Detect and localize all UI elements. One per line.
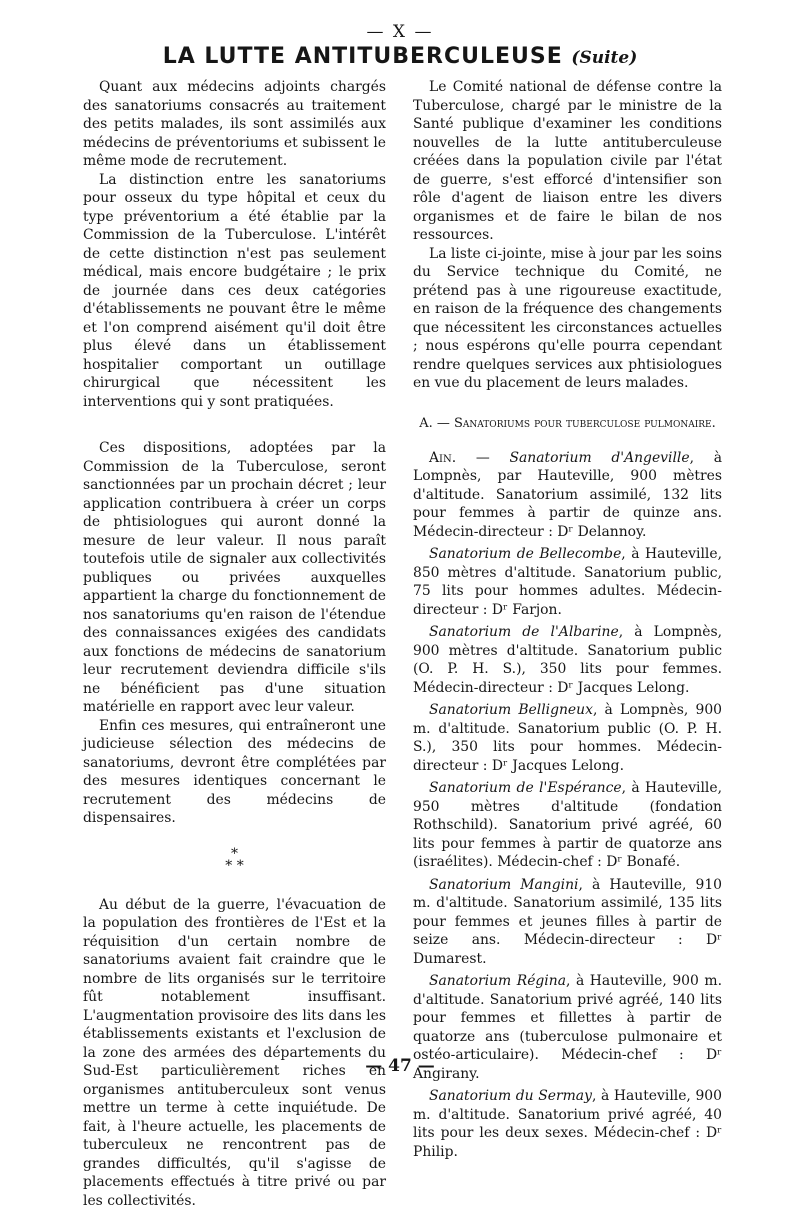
sanatorium-details: , à Hauteville, 900 m. d'altitude. Sanatorium privé agréé, 140 lits pour femmes et fillettes à partir de quatorze ans (tuberculose pulmonaire et ostéo-articulaire). Médecin-chef : Dʳ Angirany. [413, 973, 722, 1082]
sanatorium-details: , à Hauteville, 900 m. d'altitude. Sanatorium privé agréé, 40 lits pour les deux sexes. Médecin-chef : Dʳ Philip. [413, 1088, 722, 1160]
sanatorium-name: Sanatorium de l'Albarine [429, 624, 619, 640]
sanatorium-name: Sanatorium de l'Espérance [429, 780, 622, 796]
page-number: — 47 — [0, 1056, 800, 1076]
paragraph: Le Comité national de défense contre la Tuberculose, chargé par le ministre de la Santé publique d'examiner les conditions nouvelles de la lutte antituberculeuse créées dans la population civile par l'état de guerre, s'est efforcé d'intensifier son rôle d'agent de liaison entre les divers organismes et de faire le bilan de nos ressources. [413, 78, 722, 245]
sanatorium-entry [413, 779, 722, 872]
paragraph: Ces dispositions, adoptées par la Commission de la Tuberculose, seront sanctionnées par un prochain décret ; leur application contribuera à créer un corps de phtisiologues qui auront donné la mesure de leur valeur. Il nous paraît toutefois utile de signaler aux collectivités publiques ou privées auxquelles appartient la charge du fonctionnement de nos sanatoriums qu'en raison de l'étendue des connaissances exigées des candidats aux fonctions de médecins de sanatorium leur recrutement deviendra difficile s'ils ne bénéficient pas d'une situation matérielle en rapport avec leur valeur. [83, 439, 386, 717]
sanatorium-details: , à Lompnès, 900 mètres d'altitude. Sanatorium public (O. P. H. S.), 350 lits pour femmes. Médecin-directeur : Dʳ Jacques Lelong. [413, 624, 722, 696]
sanatorium-entry: Ain. — Sanatorium d'Angeville, à Lompnès, par Hauteville, 900 mètres d'altitude. Sanatorium assimilé, 132 lits pour femmes à partir de quinze ans. Médecin-directeur : Dʳ Delannoy. [413, 449, 722, 542]
sanatorium-details: , à Hauteville, 910 m. d'altitude. Sanatorium assimilé, 135 lits pour femmes et jeunes filles à partir de seize ans. Médecin-directeur : Dʳ Dumarest. [413, 877, 722, 967]
section-heading: A. — Sanatoriums pour tuberculose pulmonaire. [413, 415, 722, 433]
right-column [413, 78, 722, 1161]
sanatorium-entry [413, 876, 722, 969]
sanatorium-entry [413, 545, 722, 619]
sanatorium-entry [413, 1087, 722, 1161]
asterism-bottom: * * [83, 860, 386, 872]
sanatorium-entry [413, 623, 722, 697]
department-name: Ain. [429, 450, 456, 466]
left-column [83, 78, 386, 1210]
roman-page-number: — X — [0, 22, 800, 42]
page-title-suffix: (Suite) [571, 48, 637, 68]
paragraph: Au début de la guerre, l'évacuation de la population des frontières de l'Est et la réquisition d'un certain nombre de sanatoriums avaient fait craindre que le nombre de lits organisés sur le territoire fût notablement insuffisant. L'augmentation provisoire des lits dans les établissements existants et l'exclusion de la zone des armées des départements du Sud-Est particulièrement riches en organismes antituberculeux sont venus mettre un terme à cette inquiétude. De fait, à l'heure actuelle, les placements de tuberculeux ne rencontrent pas de grandes difficultés, qu'il s'agisse de placements effectués à titre privé ou par les collectivités. [83, 896, 386, 1210]
paragraph: La distinction entre les sanatoriums pour osseux du type hôpital et ceux du type préventorium a été établie par la Commission de la Tuberculose. L'intérêt de cette distinction n'est pas seulement médical, mais encore budgétaire ; le prix de journée dans ces deux catégories d'établissements ne pouvant être le même et l'on comprend aisément qu'il doit être plus élevé dans un établissement hospitalier comportant un outillage chirurgical que nécessitent les interventions qui y sont pratiquées. [83, 171, 386, 412]
paragraph: Enfin ces mesures, qui entraîneront une judicieuse sélection des médecins de sanatoriums, devront être complétées par des mesures identiques concernant le recrutement des médecins de dispensaires. [83, 717, 386, 828]
page-title [0, 44, 800, 69]
sanatorium-name: Sanatorium d'Angeville [509, 450, 689, 466]
section-asterism [83, 848, 386, 872]
paragraph: Quant aux médecins adjoints chargés des sanatoriums consacrés au traitement des petits malades, ils sont assimilés aux médecins de préventoriums et subissent le même mode de recrutement. [83, 78, 386, 171]
sanatorium-entry [413, 701, 722, 775]
sanatorium-name: Sanatorium de Bellecombe [429, 546, 621, 562]
asterism-top: * [83, 848, 386, 860]
paragraph: La liste ci-jointe, mise à jour par les soins du Service technique du Comité, ne prétend pas à une rigoureuse exactitude, en raison de la fréquence des changements que nécessitent les circonstances actuelles ; nous espérons qu'elle pourra cependant rendre quelques services aux phtisiologues en vue du placement de leurs malades. [413, 245, 722, 393]
sanatorium-name: Sanatorium Régina [429, 973, 566, 989]
sanatorium-name: Sanatorium du Sermay [429, 1088, 592, 1104]
sanatorium-details: , à Hauteville, 950 mètres d'altitude (fondation Rothschild). Sanatorium privé agréé, 60 lits pour femmes à partir de quatorze ans (israélites). Médecin-chef : Dʳ Bonafé. [413, 780, 722, 870]
sanatorium-details: , à Hauteville, 850 mètres d'altitude. Sanatorium public, 75 lits pour hommes adultes. Médecin-directeur : Dʳ Farjon. [413, 546, 722, 618]
sanatorium-name: Sanatorium Mangini [429, 877, 578, 893]
sanatorium-details: , à Lompnès, 900 m. d'altitude. Sanatorium public (O. P. H. S.), 350 lits pour hommes. Médecin-directeur : Dʳ Jacques Lelong. [413, 702, 722, 774]
sanatorium-details: , à Lompnès, par Hauteville, 900 mètres d'altitude. Sanatorium assimilé, 132 lits pour femmes à partir de quinze ans. Médecin-directeur : Dʳ Delannoy. [413, 450, 722, 540]
sanatorium-name: Sanatorium Belligneux [429, 702, 593, 718]
page-title-text: LA LUTTE ANTITUBERCULEUSE [163, 44, 563, 69]
